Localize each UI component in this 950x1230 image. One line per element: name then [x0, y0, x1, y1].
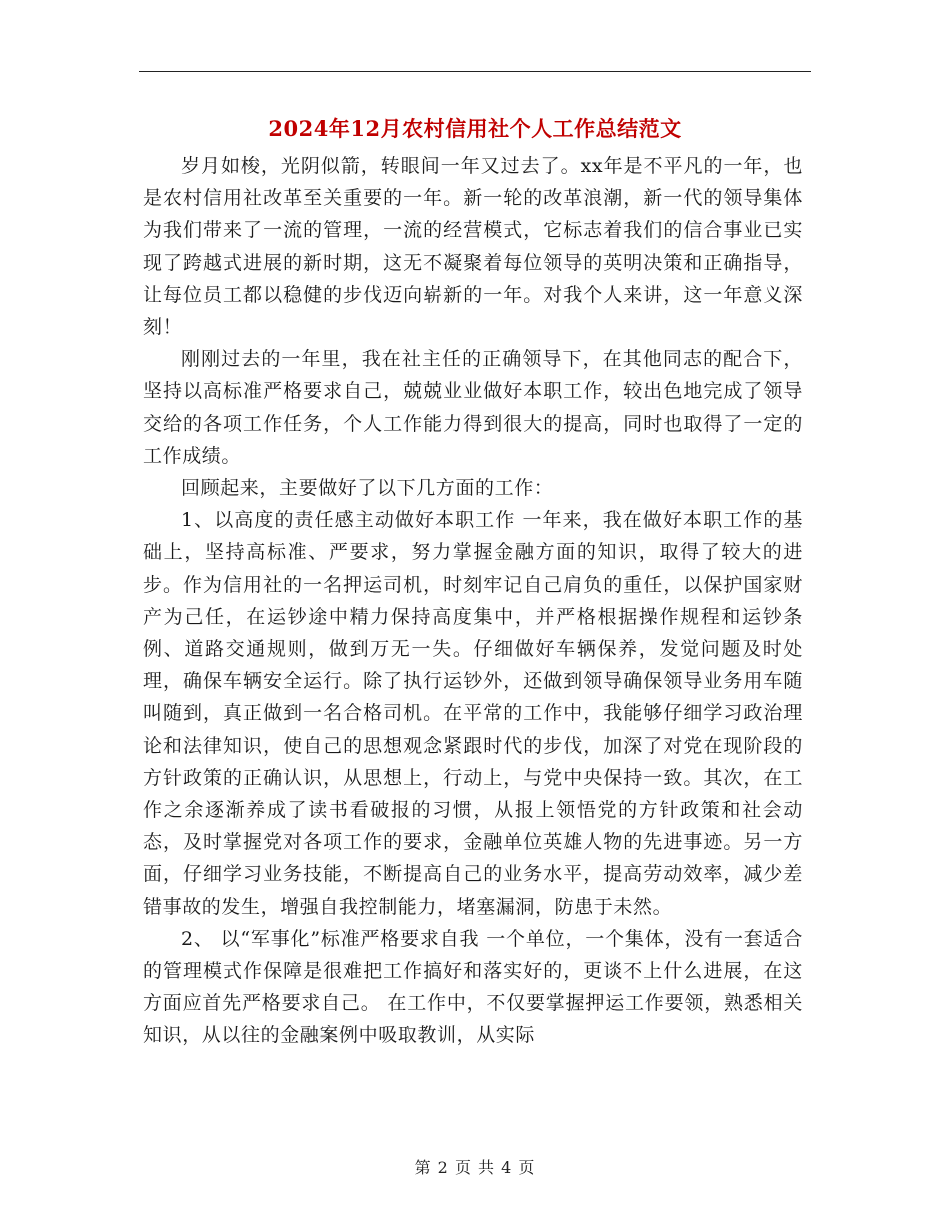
- paragraph-2: 刚刚过去的一年里，我在社主任的正确领导下，在其他同志的配合下，坚持以高标准严格要求自己，兢兢业业做好本职工作，较出色地完成了领导交给的各项工作任务，个人工作能力得到很大的提高，同时也取得了一定的工作成绩。: [143, 348, 803, 467]
- document-title: 2024年12月农村信用社个人工作总结范文: [268, 116, 682, 141]
- document-body: [143, 150, 803, 1052]
- header-rule: [139, 71, 811, 72]
- paragraph-5: 2、 以“军事化”标准严格要求自我 一个单位，一个集体，没有一套适合的管理模式作保障是很难把工作搞好和落实好的，更谈不上什么进展，在这方面应首先严格要求自己。 在工作中，不仅要掌握押运工作要领，熟悉相关知识，从以往的金融案例中吸取教训，从实际: [143, 927, 803, 1047]
- paragraph-3: 回顾起来，主要做好了以下几方面的工作：: [181, 477, 554, 500]
- paragraph-1: 岁月如梭，光阴似箭，转眼间一年又过去了。xx年是不平凡的一年，也是农村信用社改革至关重要的一年。新一轮的改革浪潮，新一代的领导集体为我们带来了一流的管理，一流的经营模式，它标志着我们的信合事业已实现了跨越式进展的新时期，这无不凝聚着每位领导的英明决策和正确指导，让每位员工都以稳健的步伐迈向崭新的一年。对我个人来讲，这一年意义深刻！: [143, 155, 803, 339]
- page-number: 第 2 页 共 4 页: [414, 1158, 536, 1177]
- paragraph-4: 1、以高度的责任感主动做好本职工作 一年来，我在做好本职工作的基础上，坚持高标准、严要求，努力掌握金融方面的知识，取得了较大的进步。作为信用社的一名押运司机，时刻牢记自己肩负的重任，以保护国家财产为己任，在运钞途中精力保持高度集中，并严格根据操作规程和运钞条例、道路交通规则，做到万无一失。仔细做好车辆保养，发觉问题及时处理，确保车辆安全运行。除了执行运钞外，还做到领导确保领导业务用车随叫随到，真正做到一名合格司机。在平常的工作中，我能够仔细学习政治理论和法律知识，使自己的思想观念紧跟时代的步伐，加深了对党在现阶段的方针政策的正确认识，从思想上，行动上，与党中央保持一致。其次，在工作之余逐渐养成了读书看破报的习惯，从报上领悟党的方针政策和社会动态，及时掌握党对各项工作的要求，金融单位英雄人物的先进事迹。另一方面，仔细学习业务技能，不断提高自己的业务水平，提高劳动效率，减少差错事故的发生，增强自我控制能力，堵塞漏洞，防患于未然。: [143, 509, 803, 918]
